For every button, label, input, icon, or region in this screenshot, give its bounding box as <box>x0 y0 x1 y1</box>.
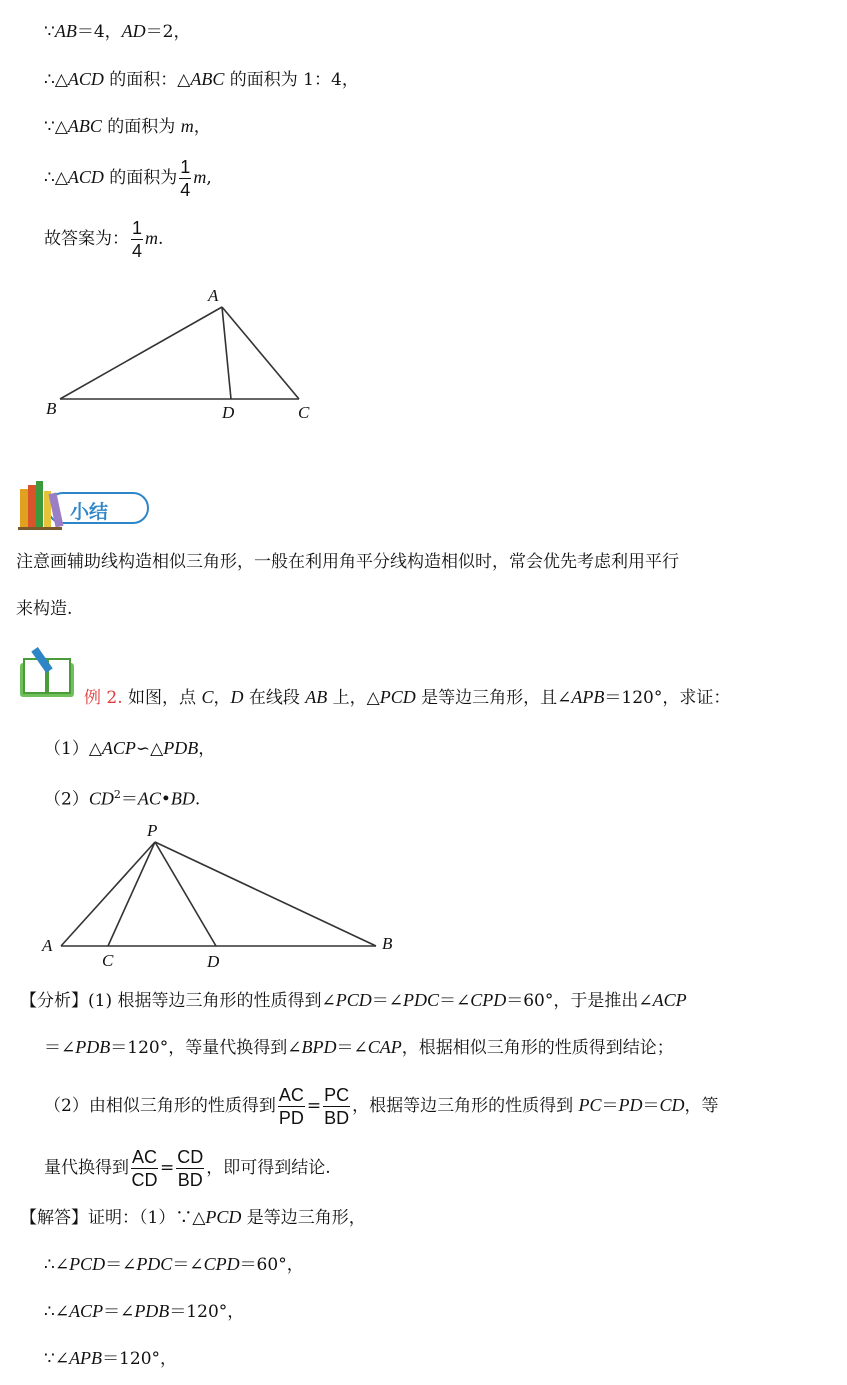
var-acp: ACP <box>652 990 687 1010</box>
var-acp: ACP <box>69 1301 104 1321</box>
denominator: BD <box>324 1108 350 1128</box>
text: ＝∠ <box>44 1038 76 1058</box>
book-pencil-icon <box>14 645 84 705</box>
numerator: 1 <box>132 218 143 238</box>
therefore-symbol: ∴△ <box>44 70 68 90</box>
text: . <box>158 229 164 249</box>
solution-line3 <box>44 1300 244 1323</box>
triangle-figure-abc <box>40 285 330 425</box>
text: 是等边三角形，且∠ <box>415 688 572 708</box>
text: ＝ <box>120 789 138 810</box>
segment-ab <box>60 307 222 399</box>
because-symbol: ∵ <box>44 22 55 42</box>
text: 的面积为 1：4， <box>224 70 359 90</box>
var-pcd: PCD <box>379 687 416 707</box>
var-pcd: PCD <box>69 1254 106 1274</box>
label-b: B <box>382 934 393 953</box>
var-pcd: PCD <box>205 1207 242 1227</box>
var-bpd: BPD <box>301 1037 337 1057</box>
text: ＝ <box>642 1096 660 1116</box>
var-d: D <box>230 687 244 707</box>
text: ＝120°，等量代换得到∠ <box>110 1038 302 1058</box>
analysis-line4 <box>44 1147 331 1190</box>
text: ∵∠ <box>44 1349 70 1369</box>
text: （2）由相似三角形的性质得到 <box>44 1096 276 1116</box>
analysis-line3 <box>44 1085 719 1128</box>
text: ，根据相似三角形的性质得到结论； <box>401 1038 674 1058</box>
example-label: 例 2. <box>84 688 123 708</box>
label-a: A <box>208 286 219 305</box>
denominator: BD <box>177 1170 203 1190</box>
var-m: m <box>145 228 159 248</box>
text: ， <box>213 688 231 708</box>
denominator: 4 <box>132 241 143 261</box>
label-d: D <box>222 403 235 422</box>
text: 的面积为 <box>101 117 181 137</box>
text: ＝120°，求证： <box>604 688 731 708</box>
text: ＝∠ <box>438 991 471 1011</box>
fraction-one-quarter <box>131 218 143 261</box>
var-ad: AD <box>121 21 146 41</box>
text: ∴∠ <box>44 1302 70 1322</box>
var-pdc: PDC <box>402 990 439 1010</box>
var-acd: ACD <box>67 167 104 187</box>
label-a: A <box>42 936 53 955</box>
var-m: m <box>193 167 207 187</box>
line-area-m <box>44 115 211 138</box>
line-area-ratio <box>44 68 359 91</box>
text: ，即可得到结论. <box>206 1158 331 1178</box>
text: ＝∠ <box>371 991 403 1011</box>
var-abc: ABC <box>67 116 102 136</box>
var-pc: PC <box>578 1095 602 1115</box>
text: . <box>194 789 201 810</box>
analysis-line2 <box>44 1036 674 1059</box>
segment-ac <box>222 307 299 399</box>
equals: = <box>306 1096 322 1116</box>
text: 上，△ <box>327 688 380 708</box>
text: ， <box>193 117 211 137</box>
var-abc: ABC <box>190 69 225 89</box>
var-cpd: CPD <box>203 1254 240 1274</box>
var-pdb: PDB <box>75 1037 111 1057</box>
var-cpd: CPD <box>470 990 507 1010</box>
var-pdb: PDB <box>163 738 199 758</box>
text: ，等 <box>684 1096 719 1116</box>
var-c: C <box>201 687 214 707</box>
label-c: C <box>298 403 310 422</box>
fraction-cd-bd <box>176 1147 204 1190</box>
numerator: CD <box>177 1147 204 1167</box>
var-cd: CD <box>659 1095 685 1115</box>
var-m: m <box>180 116 194 136</box>
var-ab: AB <box>305 687 328 707</box>
fraction-pc-bd <box>323 1085 350 1128</box>
fraction-ac-pd <box>278 1085 305 1128</box>
text: ＝120°， <box>169 1302 245 1322</box>
text: ，根据等边三角形的性质得到 <box>352 1096 579 1116</box>
label-p: P <box>147 821 158 840</box>
text: ＝60°，于是推出∠ <box>506 991 653 1011</box>
var-apb: APB <box>69 1348 103 1368</box>
text: , <box>206 168 212 188</box>
text: 如图，点 <box>122 688 202 708</box>
text: ＝2， <box>145 22 191 42</box>
fraction-one-quarter <box>179 157 191 200</box>
solution-line1 <box>20 1206 366 1229</box>
label-b: B <box>46 399 57 418</box>
numerator: AC <box>278 1085 304 1105</box>
summary-text-line1: 注意画辅助线构造相似三角形，一般在利用角平分线构造相似时，常会优先考虑利用平行 <box>16 552 679 572</box>
numerator: PC <box>324 1085 350 1105</box>
numerator: AC <box>132 1147 158 1167</box>
segment-pb <box>155 842 376 946</box>
var-pcd: PCD <box>335 990 372 1010</box>
line-given-lengths <box>44 20 190 43</box>
example2-part1 <box>44 737 215 760</box>
text: ＝60°， <box>239 1255 304 1275</box>
var-pdc: PDC <box>136 1254 173 1274</box>
text: ＝∠ <box>105 1255 137 1275</box>
solution-line4 <box>44 1347 177 1370</box>
text: 故答案为： <box>44 229 129 249</box>
exponent: 2 <box>113 788 121 801</box>
example2-question <box>84 686 730 709</box>
text: ＝∠ <box>336 1038 368 1058</box>
text: ＝∠ <box>172 1255 204 1275</box>
numerator: 1 <box>180 157 191 177</box>
equals: = <box>160 1158 175 1178</box>
text: 量代换得到 <box>44 1158 129 1178</box>
var-cd: CD <box>88 788 114 809</box>
text: ＝120°， <box>102 1349 178 1369</box>
label-c: C <box>102 951 114 970</box>
denominator: 4 <box>180 180 191 200</box>
var-acp: ACP <box>101 738 136 758</box>
analysis-line1 <box>20 989 687 1012</box>
line-answer <box>44 218 163 261</box>
because-symbol: ∵△ <box>44 117 68 137</box>
var-pd: PD <box>618 1095 643 1115</box>
line-area-result <box>44 157 212 200</box>
example2-part2 <box>44 784 200 811</box>
var-ac: AC <box>137 788 161 809</box>
fraction-ac-cd <box>131 1147 158 1190</box>
segment-pc <box>108 842 155 946</box>
var-pdb: PDB <box>134 1301 170 1321</box>
var-cap: CAP <box>367 1037 402 1057</box>
text: ＝4， <box>76 22 122 42</box>
var-ab: AB <box>54 21 77 41</box>
var-apb: APB <box>571 687 605 707</box>
var-bd: BD <box>170 788 195 809</box>
text: 在线段 <box>243 688 306 708</box>
therefore-symbol: ∴△ <box>44 168 68 188</box>
segment-pa <box>61 842 155 946</box>
denominator: PD <box>278 1108 304 1128</box>
text: 是等边三角形， <box>241 1208 366 1228</box>
denominator: CD <box>131 1170 158 1190</box>
summary-badge-label: 小结 <box>70 501 109 523</box>
books-icon <box>18 481 63 530</box>
text: （2） <box>44 789 89 810</box>
text: 【分析】(1) 根据等边三角形的性质得到∠ <box>20 991 336 1011</box>
solution-line2 <box>44 1253 304 1276</box>
summary-text-line2: 来构造. <box>16 599 73 619</box>
text: ， <box>198 739 216 759</box>
segment-pd <box>155 842 216 946</box>
text: （1）△ <box>44 739 102 759</box>
text: 【解答】证明：（1）∵△ <box>20 1208 206 1228</box>
text: ∽△ <box>135 739 164 759</box>
text: 的面积为 <box>103 168 178 188</box>
text: ∴∠ <box>44 1255 70 1275</box>
dot-operator: • <box>160 789 171 810</box>
text: ＝∠ <box>103 1302 135 1322</box>
text: ＝ <box>601 1096 619 1116</box>
label-d: D <box>207 952 220 971</box>
triangle-figure-pab <box>36 818 406 973</box>
text: 的面积：△ <box>103 70 191 90</box>
var-acd: ACD <box>67 69 104 89</box>
segment-ad <box>222 307 231 399</box>
